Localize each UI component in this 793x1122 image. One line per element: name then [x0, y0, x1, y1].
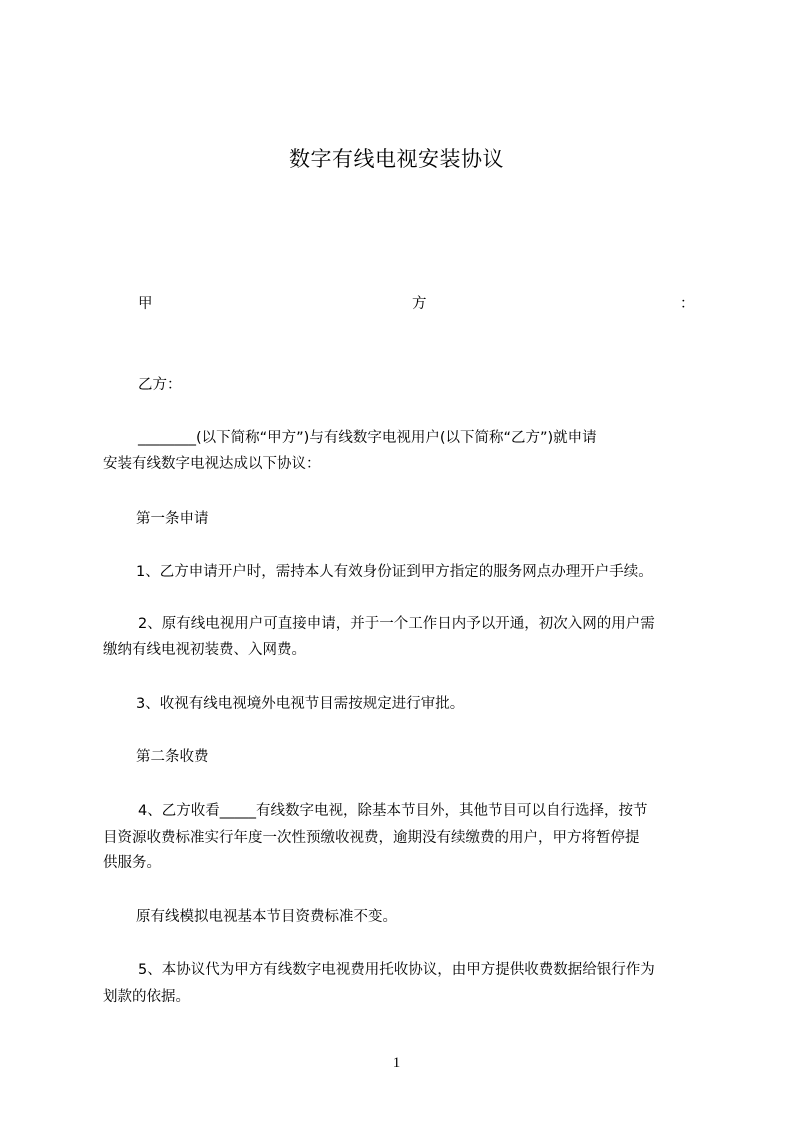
party-b-label: 乙方：	[138, 377, 182, 393]
clause-4-line-2: 目资源收费标准实行年度一次性预缴收视费，逾期没有续缴费的用户，甲方将暂停提	[103, 830, 640, 846]
article-2-heading: 第二条收费	[136, 749, 209, 765]
clause-2-line-2: 缴纳有线电视初装费、入网费。	[103, 642, 306, 658]
intro-line-2: 安装有线数字电视达成以下协议：	[103, 456, 321, 472]
party-a-char-jia: 甲	[138, 296, 153, 312]
clause-5-line-2: 划款的依据。	[103, 989, 190, 1005]
intro-line-1: ________(以下简称“甲方”)与有线数字电视用户(以下简称“乙方”)就申请	[138, 430, 597, 446]
party-a-colon: ：	[680, 296, 695, 312]
clause-3: 3、收视有线电视境外电视节目需按规定进行审批。	[136, 696, 465, 712]
clause-4-line-3: 供服务。	[103, 855, 161, 871]
page-number: 1	[392, 1055, 401, 1071]
fee-note: 原有线模拟电视基本节目资费标准不变。	[136, 909, 397, 925]
clause-1: 1、乙方申请开户时，需持本人有效身份证到甲方指定的服务网点办理开户手续。	[136, 564, 653, 580]
clause-4-line-1: 4、乙方收看_____有线数字电视，除基本节目外，其他节目可以自行选择，按节	[138, 803, 648, 819]
article-1-heading: 第一条申请	[136, 511, 209, 527]
party-a-char-fang: 方	[412, 296, 427, 312]
clause-5-line-1: 5、本协议代为甲方有线数字电视费用托收协议，由甲方提供收费数据给银行作为	[138, 962, 655, 978]
party-a-line	[0, 292, 793, 312]
document-title: 数字有线电视安装协议	[289, 147, 504, 171]
clause-2-line-1: 2、原有线电视用户可直接申请，并于一个工作日内予以开通，初次入网的用户需	[138, 616, 655, 632]
